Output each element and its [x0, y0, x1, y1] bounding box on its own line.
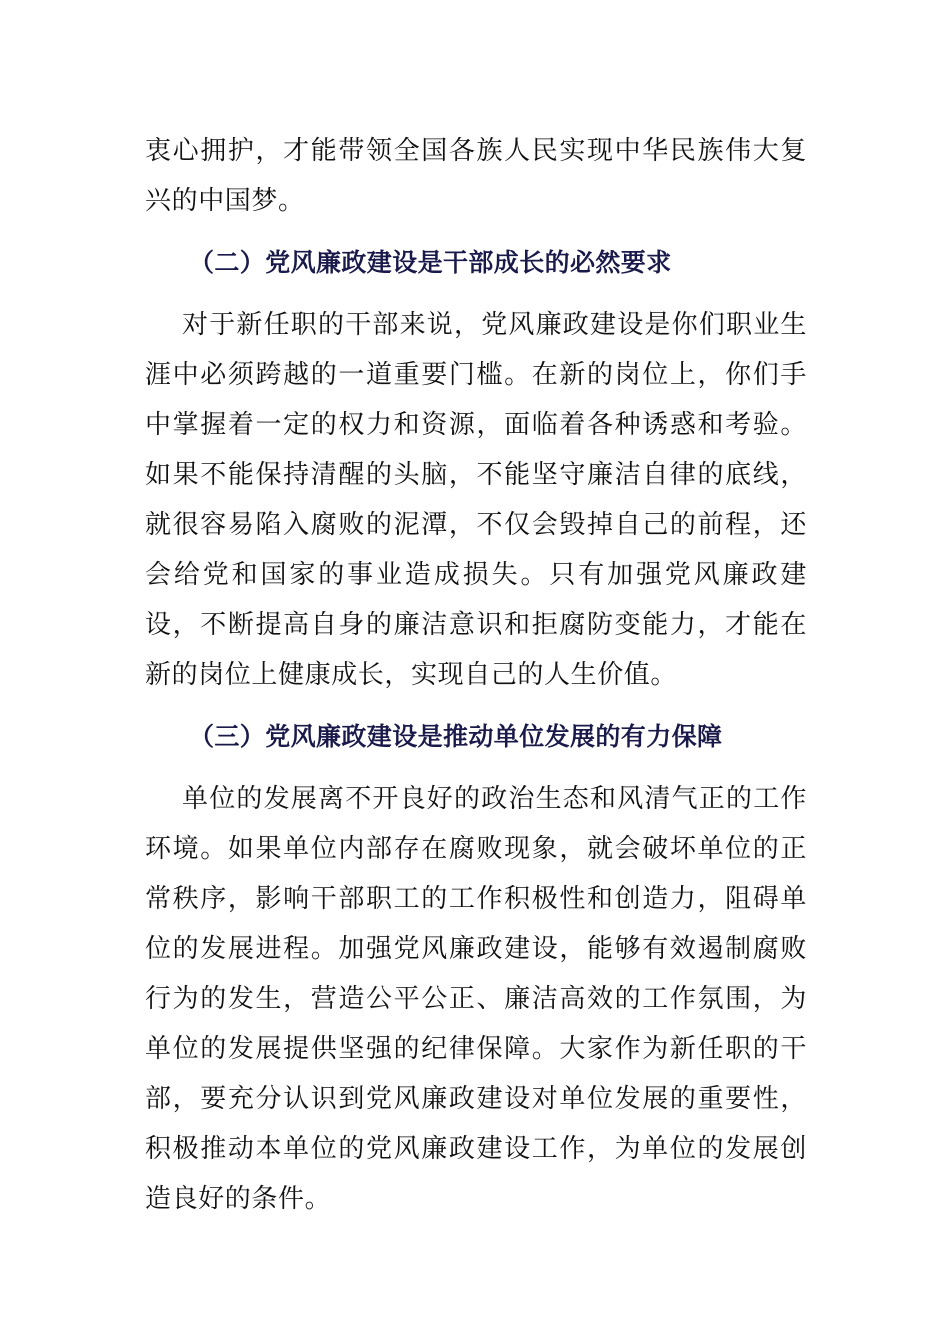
section-2-paragraph: 对于新任职的干部来说，党风廉政建设是你们职业生涯中必须跨越的一道重要门槛。在新的岗位上，你们手中掌握着一定的权力和资源，面临着各种诱惑和考验。如果不能保持清醒的头脑，不能坚守廉洁自律的底线，就很容易陷入腐败的泥潭，不仅会毁掉自己的前程，还会给党和国家的事业造成损失。只有加强党风廉政建设，不断提高自身的廉洁意识和拒腐防变能力，才能在新的岗位上健康成长，实现自己的人生价值。 [145, 310, 807, 690]
section-2-heading: （二）党风廉政建设是干部成长的必然要求 [189, 248, 672, 277]
section-3-paragraph: 单位的发展离不开良好的政治生态和风清气正的工作环境。如果单位内部存在腐败现象，就会破坏单位的正常秩序，影响干部职工的工作积极性和创造力，阻碍单位的发展进程。加强党风廉政建设，能够有效遏制腐败行为的发生，营造公平公正、廉洁高效的工作氛围，为单位的发展提供坚强的纪律保障。大家作为新任职的干部，要充分认识到党风廉政建设对单位发展的重要性，积极推动本单位的党风廉政建设工作，为单位的发展创造良好的条件。 [145, 784, 807, 1214]
intro-paragraph: 衷心拥护，才能带领全国各族人民实现中华民族伟大复兴的中国梦。 [145, 136, 807, 216]
section-3-heading: （三）党风廉政建设是推动单位发展的有力保障 [189, 722, 723, 751]
document-body [145, 126, 807, 1224]
